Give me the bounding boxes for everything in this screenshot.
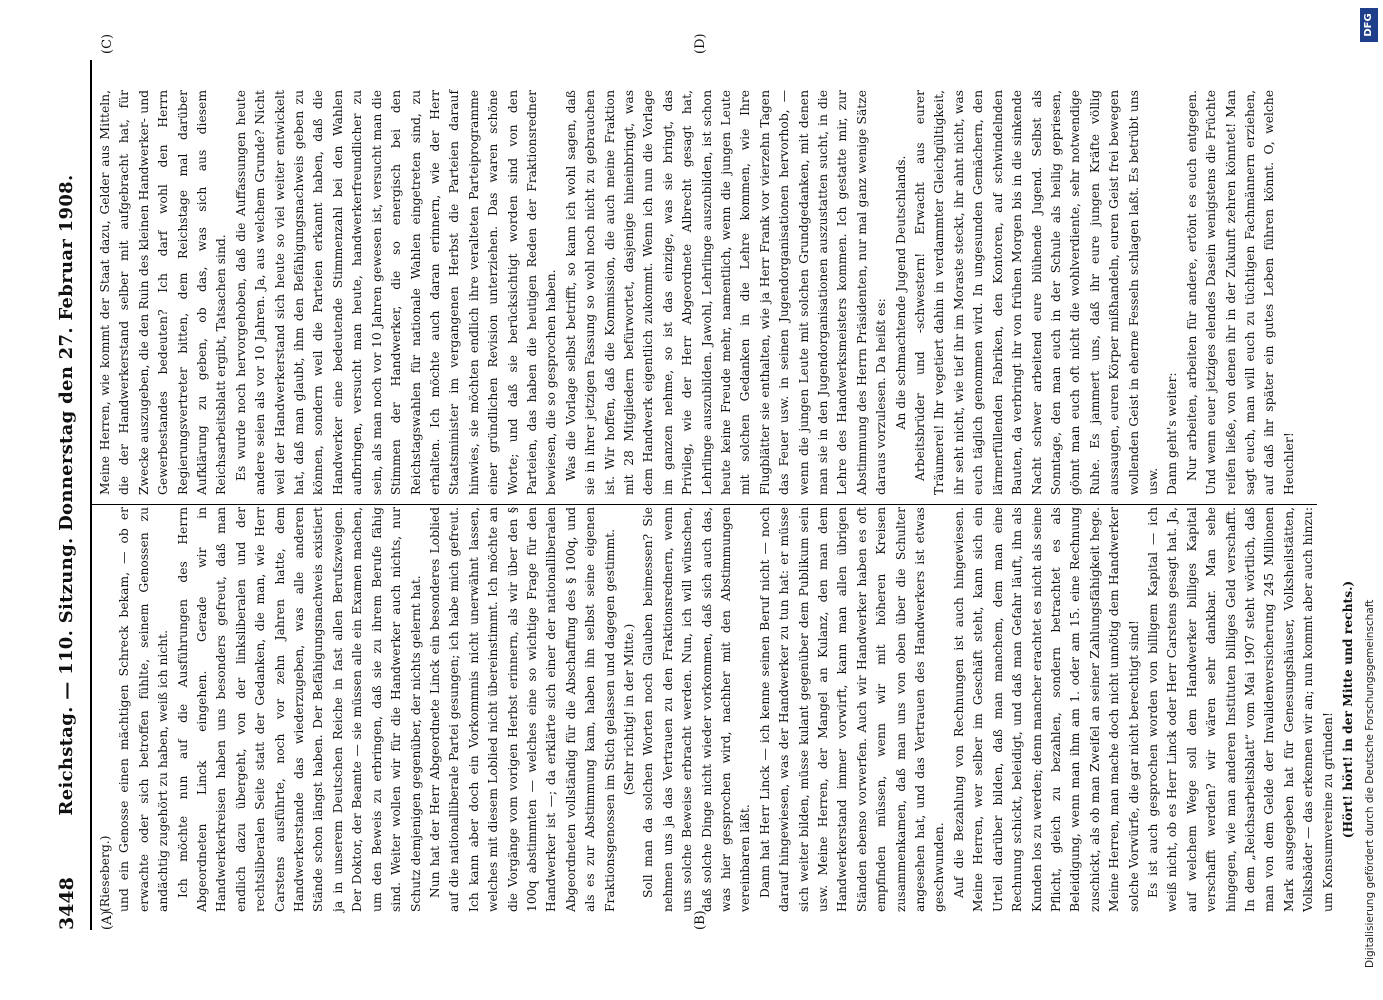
paragraph: und ein Genosse einen mächtigen Schreck bekam, — ob er erwachte oder sich betroffen fühlte, seinem Genossen zu andächtig zugehört zu haben, weiß ich nicht. <box>117 507 171 912</box>
margin-marker-d: (D) <box>693 33 708 54</box>
credit-text: Digitalisierung gefördert durch die Deutsche Forschungsgemeinschaft <box>1364 599 1376 968</box>
left-column <box>96 507 1355 912</box>
speaker-name: (Rieseberg.) <box>98 835 112 912</box>
digitization-credit <box>1358 8 1382 998</box>
interjection: (Sehr richtig! in der Mitte.) <box>621 623 636 796</box>
paragraph: Dann hat Herr Linck — ich kenne seinen Beruf nicht — noch darauf hingewiesen, was der Handwerker zu tun hat: er müsse sich weiter bilden, müsse kulant gegenüber dem Publikum sein usw. Meine Herren, der Mangel an Kulanz, den man dem Handwerkerstand immer vorwirft, kann man allen übrigen Ständen ebenso vorwerfen. Auch wir Handwerker haben es oft empfinden müssen, wenn wir mit höheren Kreisen zusammenkamen, daß man uns von oben über die Schulter angesehen hat, und das Vertrauen des Handwerkers ist etwas geschwunden. <box>757 507 947 912</box>
margin-marker-a: (A) <box>100 910 115 930</box>
paragraph: Es ist auch gesprochen worden von billigem Kapital — ich weiß nicht, ob es Herr Linck oder Herr Carstens gesagt hat. Ja, auf welchem Wege soll dem Handwerker billiges Kapital verschafft werden? wir wären sehr dankbar. Man sehe hingegen, wie man anderen Instituten billiges Geld verschafft. In dem „Reichsarbeitsblatt“ vom Mai 1907 steht wörtlich, daß man von dem Gelde der Invalidenversicherung 245 Millionen Mark ausgegeben hat für Genesungshäuser, Volksheilstätten, Volksbäder — das erkennen wir an; nun kommt aber auch hinzu: um Konsumvereine zu gründen! <box>1145 507 1335 912</box>
header-rule <box>90 60 92 930</box>
column-divider <box>92 504 1317 505</box>
margin-marker-b: (B) <box>693 910 708 930</box>
dfg-logo-text: DFG <box>1363 13 1374 37</box>
margin-marker-c: (C) <box>100 33 115 54</box>
page-header <box>54 60 82 930</box>
paragraph: Was die Vorlage selbst betrifft, so kann ich wohl sagen, daß sie in ihrer jetzigen Fassung so wohl noch nicht zu gebrauchen ist. Wir hoffen, daß die Kommission, die auch meine Fraktion mit 28 Mitgliedern befürwortet, dasjenige hineinbringt, was dem Handwerk eigentlich zukommt. Wenn ich nun die Vorlage im ganzen nehme, so ist das einzige, was sie bringt, das Privileg, wie der Herr Abgeordnete Albrecht gesagt hat, Lehrlinge auszubilden. Jawohl, Lehrlinge auszubilden, ist schon heute keine Freude mehr, namentlich, wenn die jungen Leute mit solchen Gedanken in die Lehre kommen, wie Ihre Flugblätter sie enthalten, wie ja Herr Frank vor vierzehn Tagen das Feuer usw. in seinen Jugendorganisationen hervorhob, — wenn die jungen Leute mit solchen Grundgedanken, mit denen man sie in den Jugendorganisationen auszustatten sucht, in die Lehre des Handwerksmeisters kommen. Ich gestatte mir, zur Abstimmung des Herrn Präsidenten, nur mal ganz wenige Sätze daraus vorzulesen. Da heißt es: <box>563 90 889 495</box>
interjection: (Hört! hört! in der Mitte und rechts.) <box>1340 580 1355 839</box>
paragraph: Soll man da solchen Worten noch Glauben beimessen? Sie nehmen uns ja das Vertrauen zu den Fraktionsrednern, wenn uns solche Beweise erbracht werden. Nun, ich will wünschen, daß solche Dinge nicht wieder vorkommen, daß sich auch das, was hier gesprochen wird, nachher mit den Abstimmungen vereinbaren läßt. <box>641 507 753 912</box>
paragraph: Es wurde noch hervorgehoben, daß die Auffassungen heute andere seien als vor 10 Jahren. Ja, aus welchem Grunde? Nicht weil der Handwerkerstand sich heute so viel weiter entwickelt hat, daß man glaubt, ihm den Befähigungsnachweis geben zu können, sondern weil die Parteien erkannt haben, daß die Handwerker eine bedeutende Stimmenzahl bei den Wahlen aufbringen, versucht man heute, handwerkerfreundlicher zu sein, als man noch vor 10 Jahren gewesen ist, versucht man die Stimmen der Handwerker, die so energisch bei den Reichstagswahlen für nationale Wahlen eingetreten sind, zu erhalten. Ich möchte auch daran erinnern, wie der Herr Staatsminister im vergangenen Herbst die Parteien darauf hinwies, sie möchten endlich ihre veralteten Parteiprogramme einer gründlichen Revision unterziehen. Das waren schöne Worte; und daß sie berücksichtigt worden sind von den Parteien, das haben die heutigen Reden der Fraktionsredner bewiesen, die so gesprochen haben. <box>233 90 559 495</box>
paragraph: Auf die Bezahlung von Rechnungen ist auch hingewiesen. Meine Herren, wer selber im Geschäft steht, kann sich ein Urteil darüber bilden, daß man manchem, dem man eine Rechnung schickt, beleidigt, und daß man Gefahr läuft, ihn als Kunden los zu werden; denn mancher erachtet es nicht als seine Pflicht, gleich zu bezahlen, sondern betrachtet es als Beleidigung, wenn man ihm am 1. oder am 15. eine Rechnung zuschickt, als ob man Zweifel an seiner Zahlungsfähigkeit hege. Meine Herren, man mache doch nicht unnötig dem Handwerker solche Vorwürfe, die gar nicht berechtigt sind! <box>951 507 1141 912</box>
page-number: 3448 <box>56 877 78 930</box>
quote-heading: An die schmachtende Jugend Deutschlands. <box>893 155 908 430</box>
paragraph: Dann geht's weiter: <box>1165 372 1180 495</box>
paragraph: Nun hat der Herr Abgeordnete Linck ein besonderes Loblied auf die nationalliberale Partei gesungen; ich habe mich gefreut. Ich kann aber doch ein Vorkommnis nicht unerwähnt lassen, welches mit diesem Loblied nicht übereinstimmt. Ich möchte an die Vorgänge vom vorigen Herbst erinnern, als wir über den § 100q abstimmten — welches eine so wichtige Frage für den Handwerker ist —; da erklärte sich einer der nationalliberalen Abgeordneten vollständig für die Abschaffung des § 100q, und als es zur Abstimmung kam, haben ihn selbst seine eigenen Fraktionsgenossen im Stich gelassen und dagegen gestimmt. <box>427 507 617 912</box>
quoted-paragraph: Arbeitsbrüder und -schwestern! Erwacht aus eurer Träumerei! Ihr vegetiert dahin in verdammter Gleichgültigkeit, ihr seht nicht, wie tief ihr im Moraste steckt, ihr ahnt nicht, was euch täglich genommen wird. In ungesunden Gemächern, den lärmerfüllenden Fabriken, den Kontoren, auf schwindelnden Bauten, da verbringt ihr von frühen Morgen bis in die sinkende Nacht schwer arbeitend eure blühende Jugend. Selbst als Sonntage, den man euch in der Schule als heilig gepriesen, gönnt man euch oft nicht die wohlverdiente, sehr notwendige Ruhe. Es jammert uns, daß ihr eure jungen Kräfte völlig aussaugen, euren Körper mißhandeln, euren Geist frei bewegen wollenden Geist in eherne Fesseln schlagen laßt. Es betrübt uns usw. <box>913 90 1160 495</box>
quoted-paragraph: Nur arbeiten, arbeiten für andere, ertönt es euch entgegen. Und wenn euer jetziges elendes Dasein wenigstens die Früchte reifen ließe, von denen ihr in der Zukunft zehren könntet! Man sagt euch, man will euch zu tüchtigen Fachmännern erziehen, auf daß ihr später ein gutes Leben führen könnt. O, welche Heuchler! <box>1184 90 1296 495</box>
page-title: Reichstag. — 110. Sitzung. Donnerstag den 27. Februar 1908. <box>56 174 77 816</box>
paragraph: Meine Herren, wie kommt der Staat dazu, Gelder aus Mitteln, die der Handwerkerstand selber mit aufgebracht hat, für Zwecke auszugeben, die den Ruin des kleinen Handwerker- und Gewerbestandes bedeuten? Ich darf wohl den Herrn Regierungsvertreter bitten, dem Reichstage mal darüber Aufklärung zu geben, ob das, was sich aus diesem Reichsarbeitsblatt ergibt, Tatsachen sind. <box>98 90 229 495</box>
right-column <box>96 90 1326 495</box>
paragraph: Ich möchte nun auf die Ausführungen des Herrn Abgeordneten Linck eingehen. Gerade wir in Handwerkerkreisen haben uns besonders gefreut, daß man endlich dazu übergeht, von der linksliberalen und der rechtsliberalen Seite statt der Gedanken, die man, wie Herr Carstens ausführte, noch vor zehn Jahren hatte, dem Handwerkerstande das wiederzugeben, was alle anderen Stände schon längst haben. Der Befähigungsnachweis existiert ja in unserem Deutschen Reiche in fast allen Berufszweigen. Der Doktor, der Beamte — sie müssen alle ein Examen machen, um den Beweis zu erbringen, daß sie zu ihrem Berufe fähig sind. Weiter wollen wir für die Handwerker auch nichts, nur Schutz demjenigen gegenüber, der nichts gelernt hat. <box>175 507 423 912</box>
